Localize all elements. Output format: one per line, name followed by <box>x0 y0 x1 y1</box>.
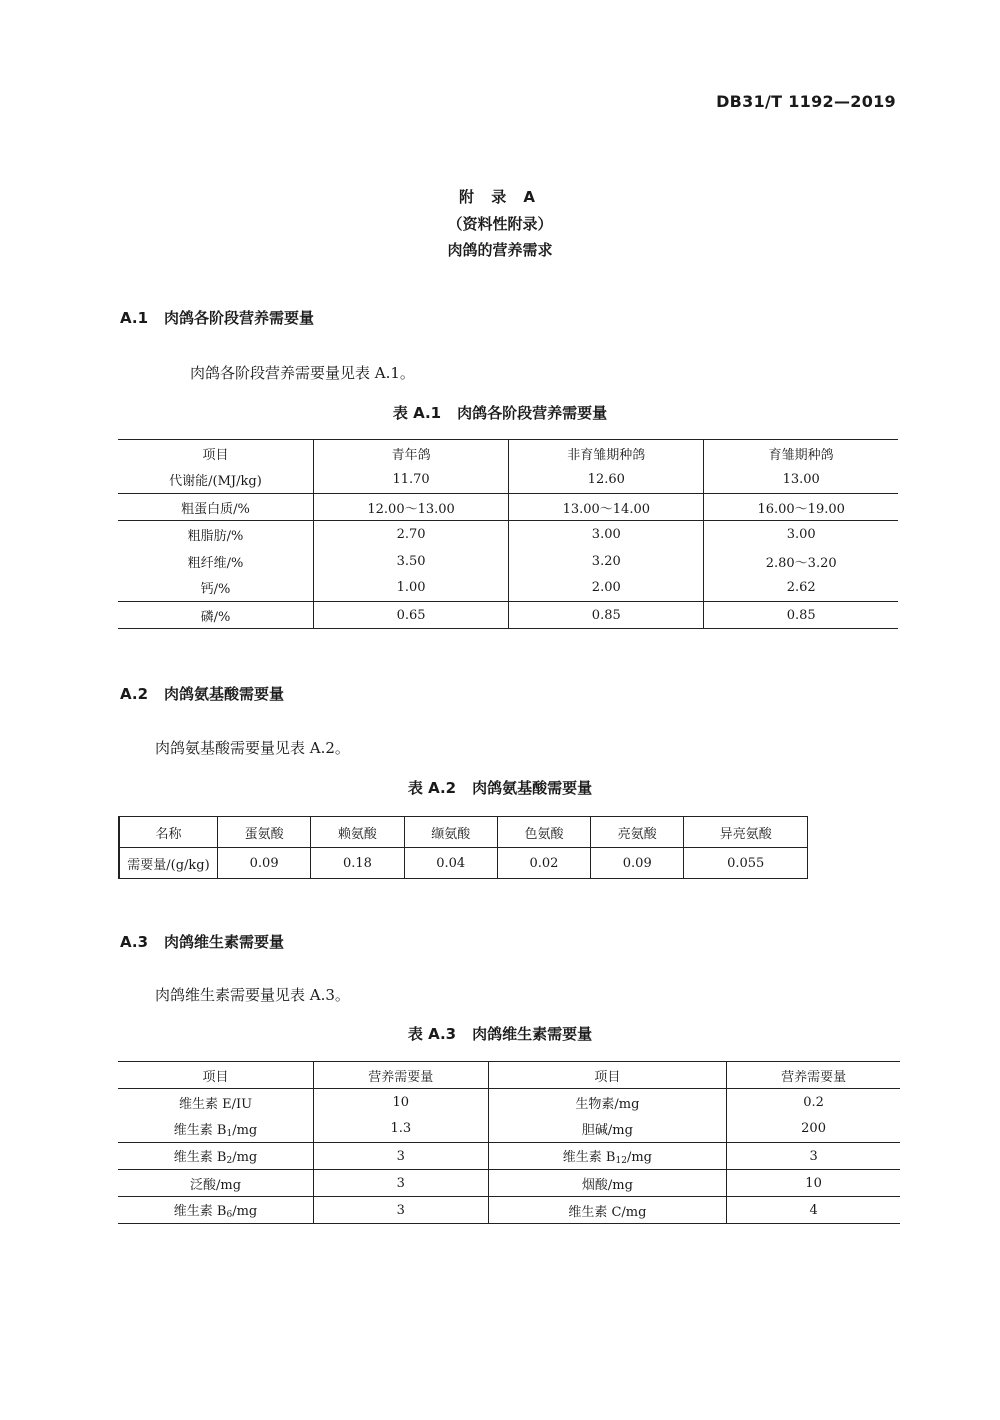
table-row <box>118 494 898 521</box>
table-cell: 3 <box>314 1170 489 1197</box>
table-cell: 3 <box>314 1197 489 1224</box>
table-cell: 2.62 <box>704 575 898 602</box>
section-title: 肉鸽维生素需要量 <box>164 933 285 951</box>
header-cell: 非育雏期种鸽 <box>509 440 704 467</box>
header-cell: 缬氨酸 <box>404 817 497 848</box>
cell-text: /mg <box>626 1150 652 1165</box>
subscript: 12 <box>615 1156 627 1166</box>
table-a1-caption <box>0 402 1000 423</box>
table-cell: 粗脂肪/% <box>118 521 314 548</box>
table-row <box>118 521 898 548</box>
subscript: 1 <box>226 1128 233 1139</box>
table-cell: 0.09 <box>218 848 311 879</box>
section-a3-paragraph: 肉鸽维生素需要量见表 A.3。 <box>155 986 350 1004</box>
table-row <box>118 575 898 602</box>
table-cell: 0.04 <box>404 848 497 879</box>
table-a2 <box>118 816 808 879</box>
header-cell: 赖氨酸 <box>311 817 404 848</box>
table-cell: 2.80～3.20 <box>704 548 898 575</box>
cell-text: /mg <box>232 1122 258 1138</box>
section-a3-heading <box>120 931 284 952</box>
table-header-row <box>119 817 808 848</box>
table-cell: 粗蛋白质/% <box>118 494 314 521</box>
header-cell: 项目 <box>118 440 314 467</box>
table-cell: 生物素/mg <box>488 1089 727 1116</box>
cell-text: 维生素 B <box>173 1150 227 1165</box>
subscript: 6 <box>226 1210 233 1220</box>
caption-title: 肉鸽维生素需要量 <box>472 1025 593 1043</box>
header-cell: 名称 <box>119 817 218 848</box>
table-row <box>118 548 898 575</box>
table-cell: 2.70 <box>314 521 509 548</box>
table-row <box>118 1197 900 1224</box>
table-cell: 代谢能/(MJ/kg) <box>169 474 262 490</box>
cell-text: 维生素 B <box>173 1204 227 1219</box>
subscript: 2 <box>226 1156 233 1166</box>
section-a1-heading <box>120 307 314 328</box>
table-cell: 11.70 <box>314 467 509 494</box>
table-a3-caption <box>0 1023 1000 1044</box>
table-cell: 12.00～13.00 <box>314 494 509 521</box>
table-a3 <box>118 1061 900 1224</box>
table-cell: 钙/% <box>200 582 231 598</box>
table-header-row <box>118 1062 900 1089</box>
table-cell: 需要量/(g/kg) <box>119 848 218 879</box>
cell-text: 维生素 B <box>562 1150 616 1165</box>
table-a2-caption <box>0 777 1000 798</box>
appendix-name: 肉鸽的营养需求 <box>447 241 553 259</box>
table-row <box>119 848 808 879</box>
header-cell: 蛋氨酸 <box>218 817 311 848</box>
section-title: 肉鸽各阶段营养需要量 <box>164 309 315 327</box>
caption-title: 肉鸽氨基酸需要量 <box>472 779 593 797</box>
table-cell: 13.00 <box>704 467 898 494</box>
section-a2-heading <box>120 683 284 704</box>
header-cell: 育雏期种鸽 <box>704 440 898 467</box>
cell-text: /mg <box>232 1150 258 1165</box>
cell-text: /mg <box>232 1204 258 1219</box>
table-row <box>118 1170 900 1197</box>
table-cell: 0.85 <box>704 602 898 629</box>
header-cell: 亮氨酸 <box>591 817 684 848</box>
table-row <box>118 1143 900 1170</box>
section-number: A.1 <box>120 309 149 327</box>
table-cell: 10 <box>314 1089 489 1116</box>
table-cell: 1.00 <box>314 575 509 602</box>
table-header-row <box>118 440 898 467</box>
table-cell: 3 <box>727 1143 900 1170</box>
table-cell: 胆碱/mg <box>488 1116 727 1143</box>
table-cell: 磷/% <box>118 602 314 629</box>
table-cell: 粗纤维/% <box>187 555 244 571</box>
header-cell: 色氨酸 <box>497 817 590 848</box>
caption-number: 表 A.1 <box>392 404 442 422</box>
header-cell: 青年鸽 <box>314 440 509 467</box>
table-cell: 维生素 C/mg <box>488 1197 727 1224</box>
table-cell <box>118 1143 314 1170</box>
table-cell: 0.09 <box>591 848 684 879</box>
table-cell: 维生素 E/IU <box>118 1089 314 1116</box>
caption-number: 表 A.3 <box>407 1025 457 1043</box>
caption-number: 表 A.2 <box>407 779 457 797</box>
section-title: 肉鸽氨基酸需要量 <box>164 685 285 703</box>
header-cell: 项目 <box>118 1062 314 1089</box>
table-cell: 0.2 <box>727 1089 900 1116</box>
section-number: A.3 <box>120 933 149 951</box>
table-cell: 12.60 <box>509 467 704 494</box>
section-a1-paragraph: 肉鸽各阶段营养需要量见表 A.1。 <box>190 364 415 382</box>
table-cell: 2.00 <box>509 575 704 602</box>
table-cell: 13.00～14.00 <box>509 494 704 521</box>
table-cell: 4 <box>727 1197 900 1224</box>
appendix-title: 附 录 A <box>458 188 542 206</box>
table-cell: 3.50 <box>314 548 509 575</box>
table-cell <box>118 1197 314 1224</box>
standard-code: DB31/T 1192—2019 <box>716 92 896 111</box>
table-cell: 16.00～19.00 <box>704 494 898 521</box>
table-cell: 3.20 <box>509 548 704 575</box>
table-row <box>118 1089 900 1116</box>
table-cell: 0.055 <box>684 848 808 879</box>
table-row <box>118 1116 900 1143</box>
header-cell: 营养需要量 <box>727 1062 900 1089</box>
section-number: A.2 <box>120 685 149 703</box>
table-cell: 3.00 <box>509 521 704 548</box>
table-row <box>118 602 898 629</box>
table-row <box>118 467 898 494</box>
table-cell: 0.18 <box>311 848 404 879</box>
table-cell: 烟酸/mg <box>488 1170 727 1197</box>
header-cell: 营养需要量 <box>314 1062 489 1089</box>
section-a2-paragraph: 肉鸽氨基酸需要量见表 A.2。 <box>155 739 350 757</box>
cell-text: 维生素 B <box>173 1122 227 1138</box>
table-cell: 0.65 <box>314 602 509 629</box>
table-cell: 1.3 <box>314 1116 489 1143</box>
table-cell: 3.00 <box>704 521 898 548</box>
appendix-kind: （资料性附录） <box>447 215 553 233</box>
header-cell: 项目 <box>488 1062 727 1089</box>
table-a1 <box>118 439 898 629</box>
caption-title: 肉鸽各阶段营养需要量 <box>457 404 608 422</box>
table-cell: 0.02 <box>497 848 590 879</box>
table-cell <box>118 1116 314 1143</box>
table-cell <box>488 1143 727 1170</box>
table-cell: 泛酸/mg <box>118 1170 314 1197</box>
table-cell: 3 <box>314 1143 489 1170</box>
table-cell: 0.85 <box>509 602 704 629</box>
table-cell: 10 <box>727 1170 900 1197</box>
header-cell: 异亮氨酸 <box>684 817 808 848</box>
table-cell: 200 <box>727 1116 900 1143</box>
